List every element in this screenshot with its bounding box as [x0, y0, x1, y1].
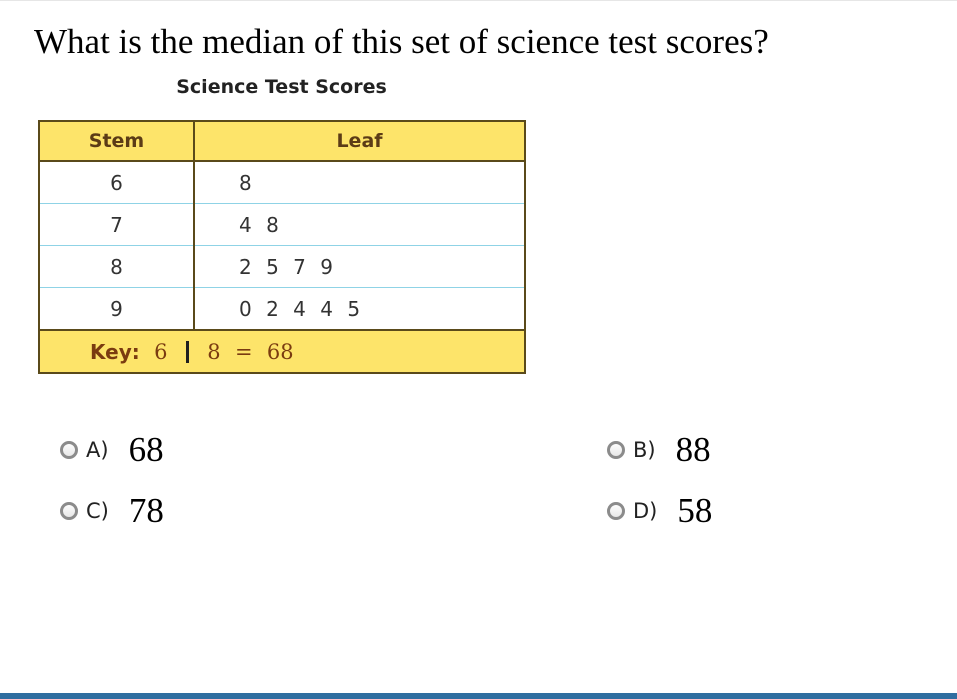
key-label: Key:: [90, 339, 140, 364]
option-b-radio-icon[interactable]: [607, 441, 625, 459]
key-row: [39, 330, 525, 373]
table-header-row: [39, 121, 525, 161]
option-d[interactable]: [607, 491, 712, 531]
stem-cell: 9: [39, 288, 194, 331]
table-caption: Science Test Scores: [176, 76, 387, 98]
option-b[interactable]: [607, 430, 711, 470]
key-cell: [39, 330, 525, 373]
bottom-bar: [0, 693, 957, 699]
stem-leaf-table: [38, 120, 526, 374]
option-a-radio-icon[interactable]: [60, 441, 78, 459]
key-value: 68: [266, 339, 294, 364]
option-a[interactable]: [60, 430, 164, 470]
option-c-value: 78: [128, 491, 164, 530]
option-d-letter: D): [633, 499, 658, 523]
key-stem: 6: [154, 339, 168, 364]
option-d-value: 58: [677, 491, 713, 530]
leaf-cell: 2 5 7 9: [194, 246, 525, 288]
table-row: [39, 204, 525, 246]
table-row: [39, 246, 525, 288]
option-c-radio-icon[interactable]: [60, 502, 78, 520]
top-divider: [0, 0, 957, 1]
key-divider: [186, 341, 189, 363]
option-a-value: 68: [128, 430, 164, 469]
key-leaf: 8: [207, 339, 221, 364]
key-equals: =: [234, 339, 253, 364]
option-b-value: 88: [675, 430, 711, 469]
option-a-letter: A): [86, 438, 109, 462]
leaf-cell: 8: [194, 161, 525, 204]
stem-cell: 8: [39, 246, 194, 288]
table-row: [39, 161, 525, 204]
question-text: What is the median of this set of science test scores?: [34, 22, 769, 61]
option-b-letter: B): [633, 438, 656, 462]
leaf-cell: 4 8: [194, 204, 525, 246]
option-c[interactable]: [60, 491, 164, 531]
option-d-radio-icon[interactable]: [607, 502, 625, 520]
option-c-letter: C): [86, 499, 109, 523]
leaf-cell: 0 2 4 4 5: [194, 288, 525, 331]
stem-header: Stem: [39, 121, 194, 161]
stem-cell: 6: [39, 161, 194, 204]
table-row: [39, 288, 525, 331]
stem-cell: 7: [39, 204, 194, 246]
leaf-header: Leaf: [194, 121, 525, 161]
